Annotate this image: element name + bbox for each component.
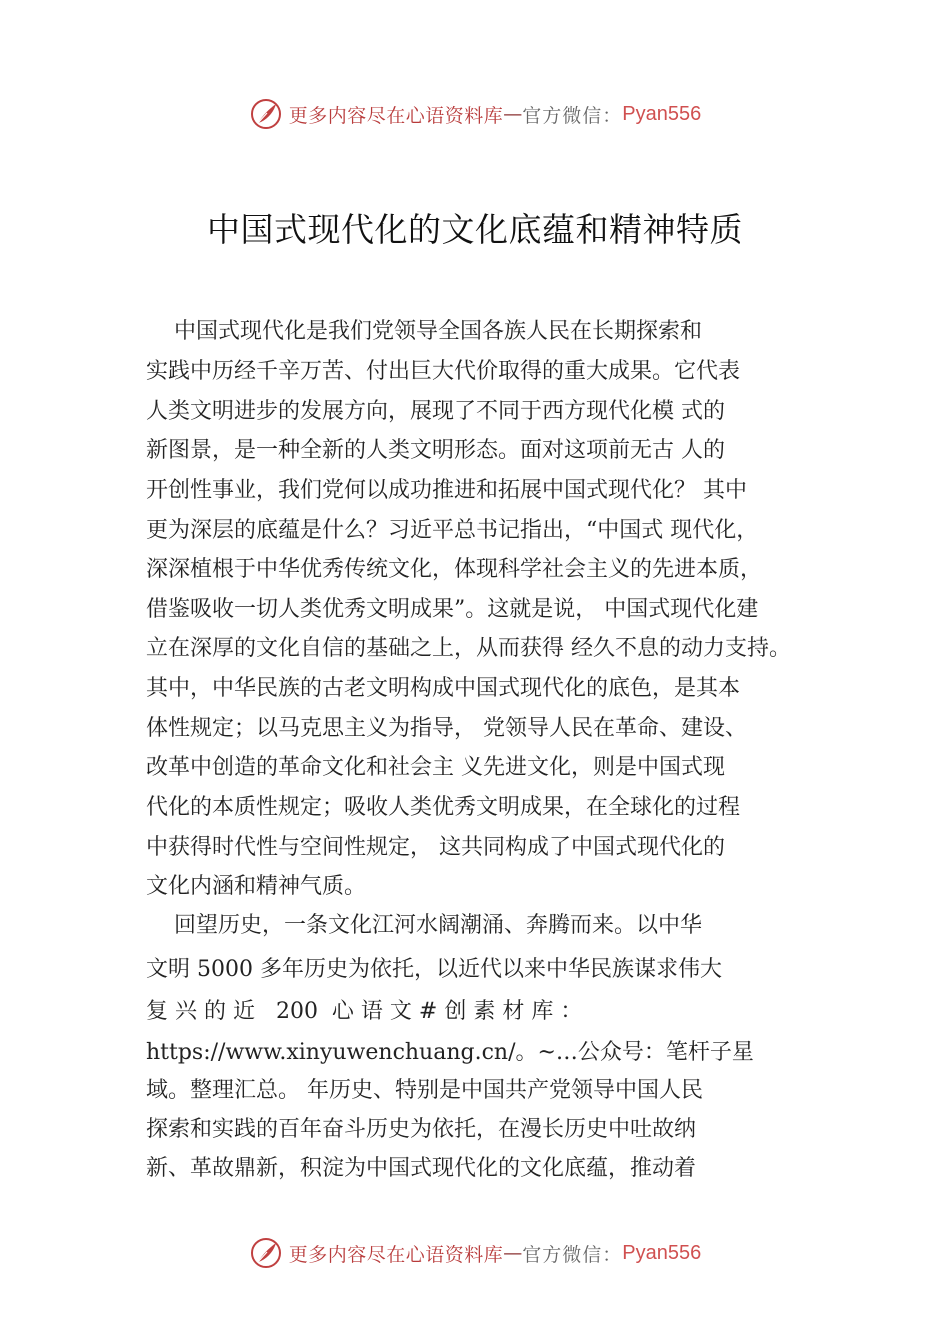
body-line: 代化的本质性规定；吸收人类优秀文明成果，在全球化的过程: [146, 795, 741, 820]
header-banner: [0, 94, 950, 134]
footer-banner: [0, 1233, 950, 1273]
body-line: 实践中历经千辛万苦、付出巨大代价取得的重大成果。它代表: [146, 359, 741, 384]
banner-title: 更多内容尽在心语资料库: [288, 1243, 504, 1266]
body-line: 其中，中华民族的古老文明构成中国式现代化的底色，是其本: [146, 676, 741, 701]
quill-logo-icon: [249, 97, 283, 131]
banner-wechat-id: Pyan556: [622, 1241, 702, 1264]
body-line: 回望历史，一条文化江河水阔潮涌、奔腾而来。以中华: [146, 913, 702, 938]
body-line: 新、革故鼎新，积淀为中国式现代化的文化底蕴，推动着: [146, 1156, 697, 1181]
banner-wechat-id: Pyan556: [622, 102, 702, 125]
banner-title: 更多内容尽在心语资料库: [288, 104, 504, 127]
body-line: 复 兴 的 近 200 心 语 文 # 创 素 材 库 ：: [146, 999, 583, 1024]
document-title: 中国式现代化的文化底蕴和精神特质: [207, 210, 743, 249]
body-line: 人类文明进步的发展方向，展现了不同于西方现代化模 式的: [146, 399, 725, 424]
body-line: 开创性事业，我们党何以成功推进和拓展中国式现代化？ 其中: [146, 478, 747, 503]
body-line: 更为深层的底蕴是什么？习近平总书记指出，“中国式 现代化，: [146, 518, 759, 543]
body-line: 立在深厚的文化自信的基础之上，从而获得 经久不息的动力支持。: [146, 636, 791, 661]
banner-separator: —: [503, 1242, 523, 1264]
body-line: 中国式现代化是我们党领导全国各族人民在长期探索和: [146, 319, 702, 344]
banner-label: 官方微信：: [522, 104, 623, 127]
body-line: 中获得时代性与空间性规定， 这共同构成了中国式现代化的: [146, 835, 725, 860]
body-line: 探索和实践的百年奋斗历史为依托，在漫长历史中吐故纳: [146, 1117, 697, 1142]
body-line: 改革中创造的革命文化和社会主 义先进文化，则是中国式现: [146, 755, 725, 780]
body-line: https://www.xinyuwenchuang.cn/。~…公众号：笔杆子星: [146, 1040, 754, 1065]
body-line: 深深植根于中华优秀传统文化，体现科学社会主义的先进本质，: [146, 557, 763, 582]
body-line: 文明 5000 多年历史为依托，以近代以来中华民族谋求伟大: [146, 957, 722, 982]
banner-label: 官方微信：: [522, 1243, 623, 1266]
body-line: 新图景，是一种全新的人类文明形态。面对这项前无古 人的: [146, 438, 725, 463]
quill-logo-icon: [249, 1236, 283, 1270]
body-line: 文化内涵和精神气质。: [146, 874, 367, 899]
body-line: 体性规定；以马克思主义为指导， 党领导人民在革命、建设、: [146, 716, 747, 741]
banner-separator: —: [503, 103, 523, 125]
body-line: 借鉴吸收一切人类优秀文明成果”。这就是说， 中国式现代化建: [146, 597, 759, 622]
body-line: 域。整理汇总。 年历史、特别是中国共产党领导中国人民: [146, 1078, 703, 1103]
